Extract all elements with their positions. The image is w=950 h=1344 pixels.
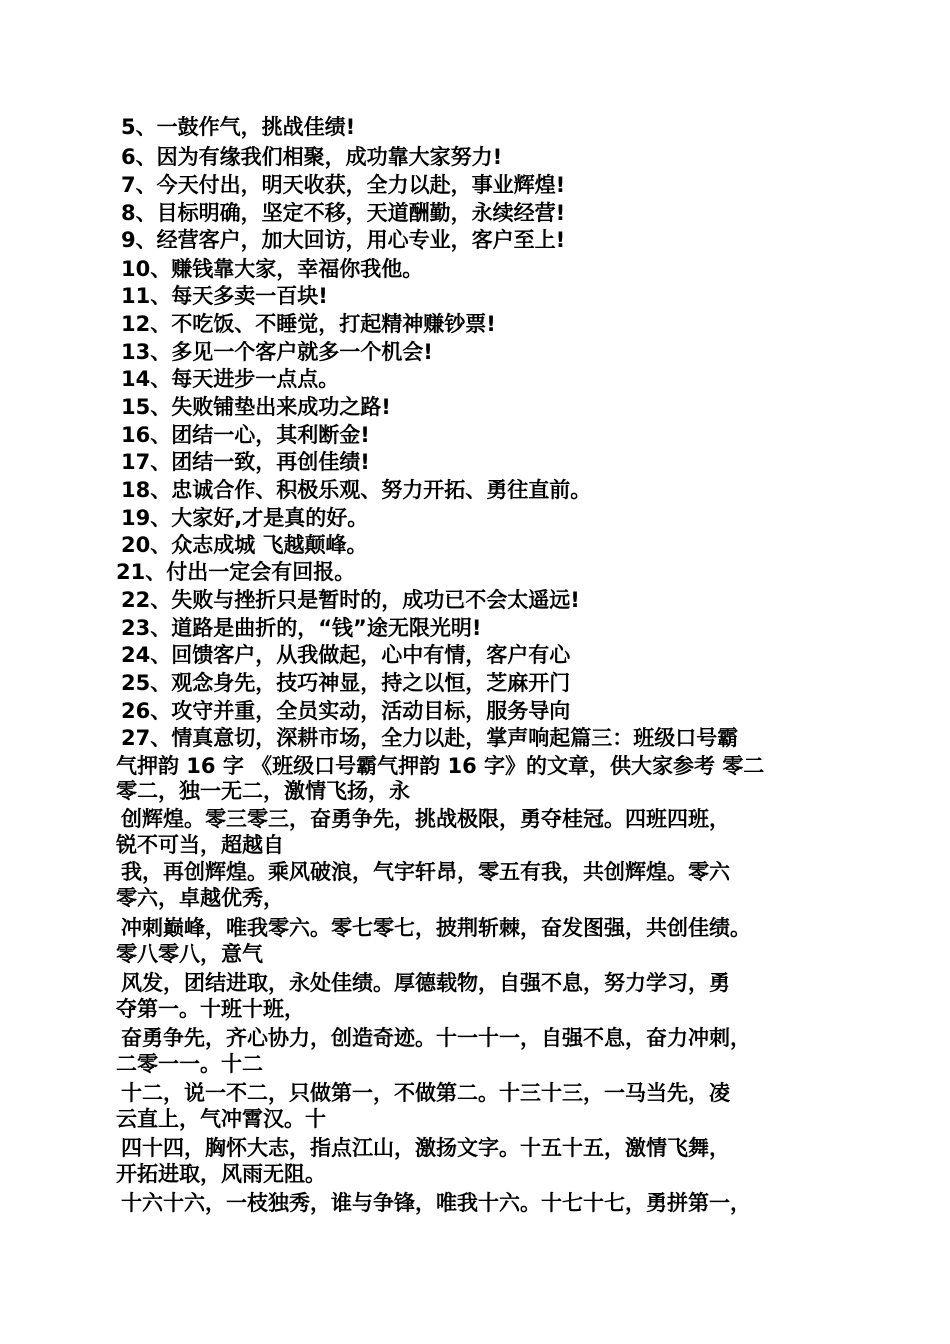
text-line: 9、经营客户，加大回访，用心专业，客户至上! <box>121 228 566 252</box>
text-line: 气押韵 16 字 《班级口号霸气押韵 16 字》的文章，供大家参考 零二 <box>116 754 765 778</box>
text-line: 6、因为有缘我们相聚，成功靠大家努力! <box>121 145 503 169</box>
text-line: 开拓进取，风雨无阻。 <box>116 1162 326 1186</box>
text-line: 22、失败与挫折只是暂时的，成功已不会太遥远! <box>121 588 580 612</box>
text-line: 8、目标明确，坚定不移，天道酬勤，永续经营! <box>121 201 566 225</box>
text-line: 13、多见一个客户就多一个机会! <box>121 340 433 364</box>
text-line: 零二，独一无二，激情飞扬，永 <box>116 779 410 803</box>
text-line: 我，再创辉煌。乘风破浪，气宇轩昂，零五有我，共创辉煌。零六 <box>121 860 730 884</box>
text-line: 零八零八，意气 <box>116 942 263 966</box>
text-line: 二零一一。十二 <box>116 1052 263 1076</box>
text-line: 18、忠诚合作、积极乐观、努力开拓、勇往直前。 <box>121 478 592 502</box>
text-line: 16、团结一心，其利断金! <box>121 423 370 447</box>
text-line: 24、回馈客户，从我做起，心中有情，客户有心 <box>121 643 571 667</box>
text-line: 十六十六，一枝独秀，谁与争锋，唯我十六。十七十七，勇拼第一， <box>121 1191 751 1215</box>
text-line: 10、赚钱靠大家，幸福你我他。 <box>121 257 424 281</box>
text-line: 15、失败铺垫出来成功之路! <box>121 395 391 419</box>
text-line: 19、大家好,才是真的好。 <box>121 506 369 530</box>
text-line: 26、攻守并重，全员实动，活动目标，服务导向 <box>121 699 571 723</box>
text-line: 23、道路是曲折的，“钱”途无限光明! <box>121 616 482 640</box>
text-line: 27、情真意切，深耕市场，全力以赴，掌声响起篇三：班级口号霸 <box>121 726 739 750</box>
text-line: 20、众志成城 飞越颠峰。 <box>121 533 368 557</box>
text-line: 零六，卓越优秀， <box>116 886 284 910</box>
text-line: 11、每天多卖一百块! <box>121 284 328 308</box>
text-line: 云直上，气冲霄汉。十 <box>116 1107 326 1131</box>
text-line: 7、今天付出，明天收获，全力以赴，事业辉煌! <box>121 173 566 197</box>
text-line: 17、团结一致，再创佳绩! <box>121 450 370 474</box>
text-line: 四十四，胸怀大志，指点江山，激扬文字。十五十五，激情飞舞， <box>121 1136 730 1160</box>
text-line: 奋勇争先，齐心协力，创造奇迹。十一十一，自强不息，奋力冲刺， <box>121 1026 751 1050</box>
text-line: 5、一鼓作气，挑战佳绩! <box>121 115 356 139</box>
text-line: 12、不吃饭、不睡觉，打起精神赚钞票! <box>121 312 496 336</box>
text-line: 21、付出一定会有回报。 <box>116 560 356 584</box>
text-line: 夺第一。十班十班， <box>116 997 305 1021</box>
text-line: 冲刺巅峰，唯我零六。零七零七，披荆斩棘，奋发图强，共创佳绩。 <box>121 916 751 940</box>
text-line: 风发，团结进取，永处佳绩。厚德载物，自强不息，努力学习，勇 <box>121 971 730 995</box>
text-line: 十二，说一不二，只做第一，不做第二。十三十三，一马当先，凌 <box>121 1081 730 1105</box>
text-line: 创辉煌。零三零三，奋勇争先，挑战极限，勇夺桂冠。四班四班， <box>121 807 730 831</box>
text-line: 锐不可当，超越自 <box>116 833 284 857</box>
text-line: 25、观念身先，技巧神显，持之以恒，芝麻开门 <box>121 671 571 695</box>
text-line: 14、每天进步一点点。 <box>121 367 340 391</box>
